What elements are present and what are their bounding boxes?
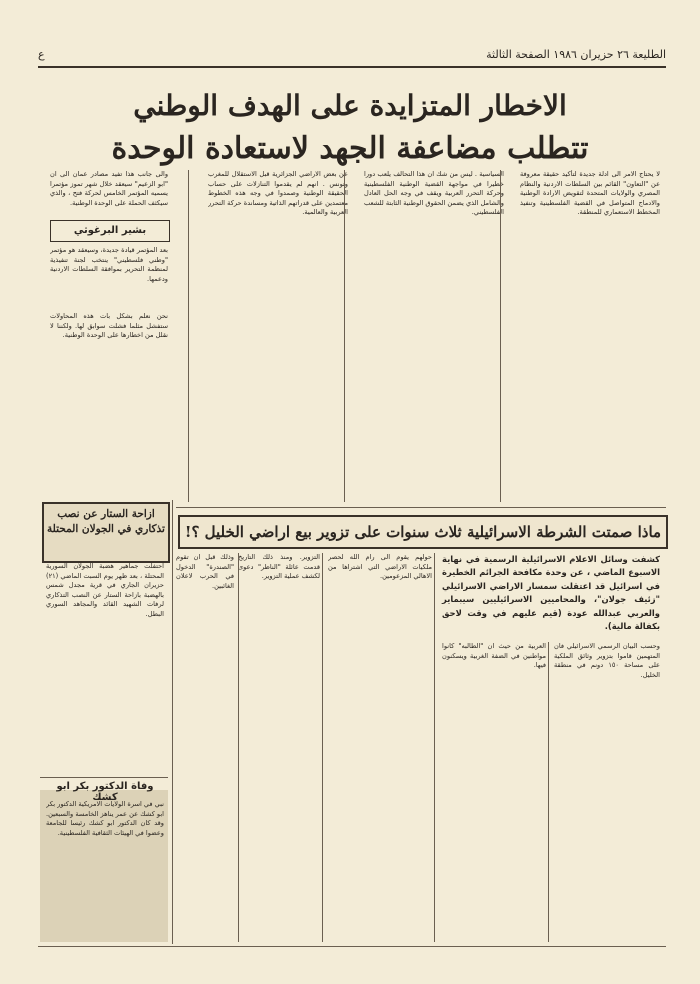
column-rule: [322, 553, 323, 942]
column-rule: [500, 170, 501, 502]
story-subheading: كشفت وسائل الاعلام الاسرائيلية الرسمية في نهاية الاسبوع الماضي ، عن وحدة مكافحة الجرائم الخطيرة في اسرائيل قد اعتقلت سمسار الاراضي الاسرائيلي "زئيف جولان"، والمحاميين الاسرائيليين سيبماير والعربي عبدالله عودة (قيم عليهم في وقت لاحق بكفالة مالية).: [442, 554, 660, 632]
obituary-title: وفاة الدكتور بكر ابو كشك: [56, 781, 154, 803]
article-text: نحن نعلم بشكل بات هذه المحاولات ستفشل مثلما فشلت سوابق لها. ولكننا لا نقلل من اخطارها على الوحدة الوطنية.: [50, 312, 168, 340]
article-column-1: [520, 170, 660, 502]
brief-box-text: احتفلت جماهير هضبة الجولان السورية المحتلة ، بعد ظهر يوم السبت الماضي (٢١) حزيران الجاري في قرية مجدل شمس بالهضبة بازاحة الستار عن النصب التذكاري لرفات الشهيد القائد والمجاهد السوري البطل.: [46, 562, 164, 618]
story-column-2: [442, 642, 546, 942]
brief-box-title: ازاحة الستار عن نصب تذكاري في الجولان المحتلة: [42, 502, 170, 563]
section-rule: [40, 777, 168, 778]
column-rule: [344, 170, 345, 502]
story-text: العربية من حيث ان "الطالبه" كانوا مواطنين في الضفة الغربية ويسكنون فيها.: [442, 642, 546, 670]
obituary-text: نبي في اسرة الولايات الامريكية الدكتور بكر ابو كشك عن عمر يناهز الخامسة والسبعين. وقد كان الدكتور ابو كشك رئيسا للجامعة وعضوا في الهيئات الثقافية الفلسطينية.: [46, 800, 164, 837]
column-rule: [434, 553, 435, 942]
article-text: لا يحتاج الامر الى ادلة جديدة لتأكيد حقيقة معروفة عن "التعاون" القائم بين السلطات الاردنية والنظام المصري والولايات المتحدة لتقويض الارادة الوطنية والادماج المتواصل في القضية الفلسطينية وتنفيذ المخطط الاستعماري للمنطقة.: [520, 170, 660, 217]
column-rule: [238, 553, 239, 942]
story-column-1: [554, 642, 660, 942]
article-column-2: [364, 170, 504, 502]
story-column-3: [328, 553, 432, 942]
column-rule: [188, 170, 189, 502]
story-text: حولهم يقوم الى رام الله لحصر ملكيات الاراضي التي اشتراها من الاهالي المزعومين.: [328, 553, 432, 581]
brief-box-text-column: [46, 562, 164, 774]
page-bottom-rule: [38, 946, 666, 947]
page-header: [38, 48, 666, 68]
article-text: السياسية . ليس من شك ان هذا التحالف يلعب دورا خطيرا في مواجهة القضية الوطنية الفلسطينية وحركة التحرر العربية ويقف في وجه الحل العادل والشامل الذي يضمن الحقوق الوطنية الثابتة للشعب الفلسطيني.: [364, 170, 504, 217]
story-text: التزوير. ومنذ ذلك التاريخ قدمت عائلة "الناظر" دعوى لكشف عملية التزوير.: [238, 553, 320, 581]
article-column-4-lower: [50, 312, 168, 502]
column-rule: [172, 500, 173, 944]
story-column-4: [238, 553, 320, 942]
article-column-4: [50, 170, 168, 216]
story-text: وحسب البيان الرسمي الاسرائيلي فان المتهمين قاموا بتزوير وثائق الملكية على مساحة ١٥٠ دونم في منطقة الخليل.: [554, 642, 660, 679]
story-banner-headline: ماذا صمتت الشرطة الاسرائيلية ثلاث سنوات على تزوير بيع اراضي الخليل ؟!: [178, 515, 668, 549]
story-column-5: [176, 553, 234, 942]
article-column-4-continued: [50, 246, 168, 306]
article-column-3: [208, 170, 348, 502]
article-text: عن بعض الاراضي الجزائرية قبل الاستقلال للمغرب وتونس . انهم لم يقدموا التنازلات على حساب الحقيقة الوطنية وصمدوا في وجه هذه الخطوط معتمدين على قدراتهم الذاتية ومساندة حركة التحرر العربية والعالمية.: [208, 170, 348, 217]
obituary-text-column: [46, 800, 164, 940]
header-line: الطليعة ٢٦ حزيران ١٩٨٦ الصفحة الثالثة: [486, 48, 666, 61]
story-text: وذلك قبل ان تقوم "الصندرة" الدخول في الحرب لاعلان الغائبين.: [176, 553, 234, 590]
headline-line-1: الاخطار المتزايدة على الهدف الوطني: [133, 89, 567, 122]
article-text: بعد المؤتمر قيادة جديدة، وسيعقد هو مؤتمر "وطني فلسطيني" ينتخب لجنة تنفيذية لمنظمة التحرير بموافقة السلطات الاردنية ودعمها.: [50, 246, 168, 283]
article-text: والى جانب هذا تفيد مصادر عمان الى ان "ابو الزعيم" سيعقد خلال شهر تموز مؤتمرا يسميه المؤتمر الخامس لحركة فتح ، والذي سيكثف الحملة على الوحدة الوطنية.: [50, 170, 168, 207]
header-corner: ع: [38, 48, 45, 61]
byline: بشير البرغوثي: [50, 220, 170, 242]
headline-line-2: تتطلب مضاعفة الجهد لاستعادة الوحدة: [111, 131, 589, 166]
column-rule: [548, 642, 549, 942]
section-rule: [176, 507, 666, 508]
